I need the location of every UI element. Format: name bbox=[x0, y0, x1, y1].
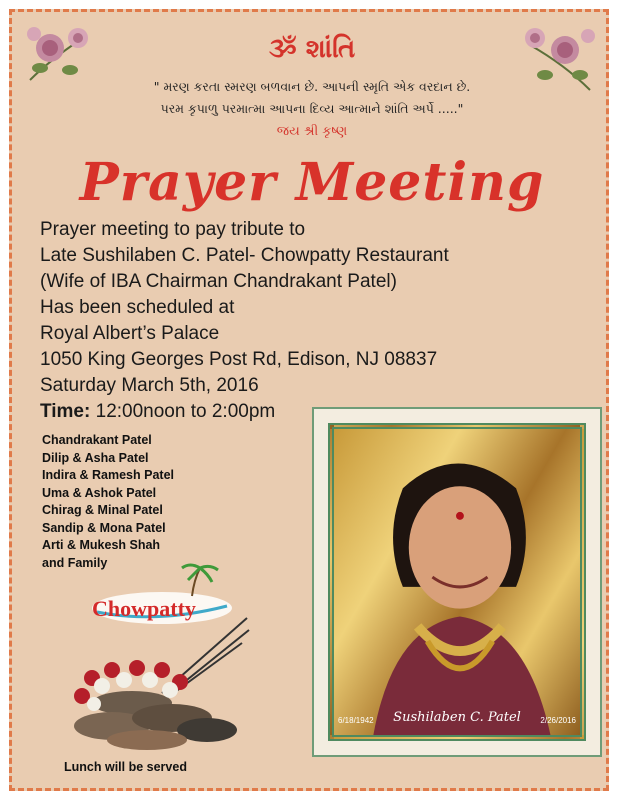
portrait-photo bbox=[328, 423, 586, 741]
portrait-frame bbox=[312, 407, 602, 757]
signature: Sushilaben C. Patel bbox=[393, 710, 521, 725]
relation-line: (Wife of IBA Chairman Chandrakant Patel) bbox=[40, 271, 397, 292]
lunch-note: Lunch will be served bbox=[64, 760, 187, 774]
jai-shri-krishna: જય શ્રી કૃષ્ણ bbox=[276, 124, 348, 139]
stones-incense-icon bbox=[52, 608, 252, 753]
om-shanti-heading: ૐ શાંતિ bbox=[268, 34, 356, 64]
death-date: 2/26/2016 bbox=[540, 716, 576, 725]
family-member: Chandrakant Patel bbox=[42, 433, 152, 447]
intro-line: Prayer meeting to pay tribute to bbox=[40, 219, 306, 240]
verse-line-2: પરમ કૃપાળુ પરમાત્મા આપના દિવ્ય આત્માને શાંતિ અર્પે ....." bbox=[160, 101, 464, 116]
memorial-card bbox=[9, 9, 609, 791]
family-member: Indira & Ramesh Patel bbox=[42, 468, 174, 482]
family-member: Uma & Ashok Patel bbox=[42, 485, 157, 500]
portrait-caption bbox=[334, 710, 580, 725]
address-line: 1050 King Georges Post Rd, Edison, NJ 08837 bbox=[40, 349, 438, 370]
scheduled-line: Has been scheduled at bbox=[40, 297, 235, 318]
family-member: Chirag & Minal Patel bbox=[42, 503, 163, 517]
chowpatty-logo-text: Chowpatty bbox=[92, 596, 196, 621]
venue-line: Royal Albert’s Palace bbox=[40, 323, 220, 344]
family-member: Sandip & Mona Patel bbox=[42, 520, 166, 535]
time-line bbox=[40, 400, 275, 423]
time-label: Time: bbox=[40, 401, 91, 422]
family-list bbox=[42, 432, 174, 572]
date-line: Saturday March 5th, 2016 bbox=[40, 375, 259, 396]
page-title: Prayer Meeting bbox=[79, 152, 545, 213]
family-member: Arti & Mukesh Shah bbox=[42, 538, 161, 552]
portrait-illustration bbox=[334, 429, 580, 735]
verse-line-1: " મરણ કરતા સ્મરણ બળવાન છે. આપની સ્મૃતિ એક વરદાન છે. bbox=[153, 79, 471, 94]
birth-date: 6/18/1942 bbox=[338, 716, 374, 725]
deceased-name: Late Sushilaben C. Patel- Chowpatty Restaurant bbox=[40, 245, 449, 266]
family-member: Dilip & Asha Patel bbox=[42, 450, 149, 465]
time-value: 12:00noon to 2:00pm bbox=[95, 401, 276, 422]
family-member: and Family bbox=[42, 555, 108, 570]
